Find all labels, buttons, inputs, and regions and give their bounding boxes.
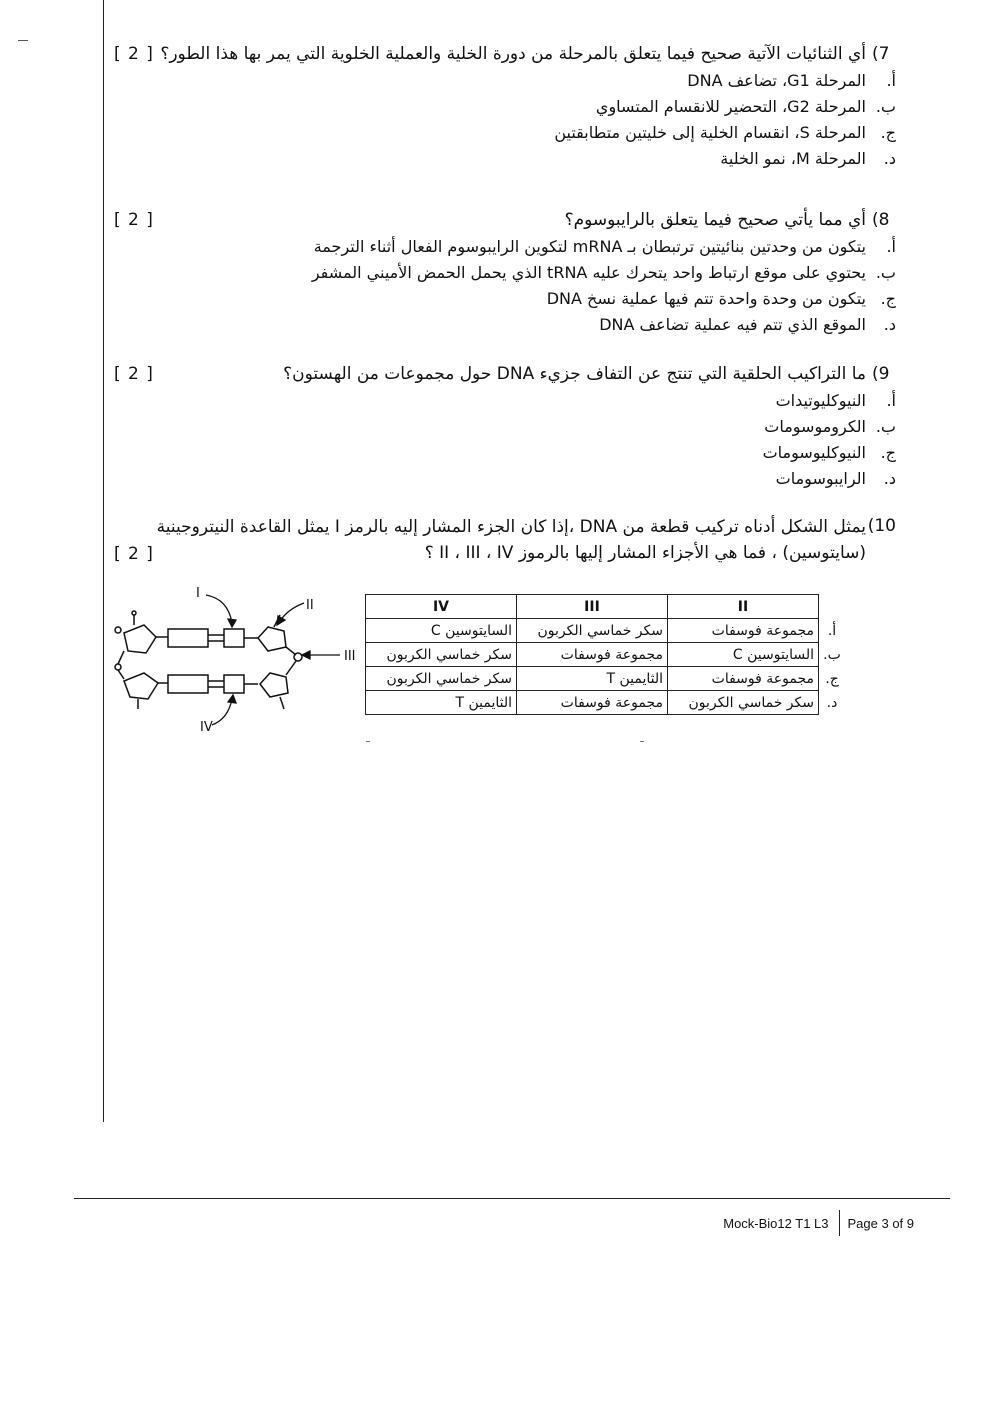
header-IV: IV <box>366 595 517 619</box>
option-c[interactable]: ج. يتكون من وحدة واحدة تتم فيها عملية نسخ DNA <box>546 289 896 308</box>
option-c[interactable]: ج. النيوكليوسومات <box>762 443 896 462</box>
question-8 <box>312 208 896 338</box>
table-row[interactable]: ج. مجموعة فوسفات الثايمين T سكر خماسي الكربون <box>366 667 846 691</box>
label-II: II <box>306 598 314 613</box>
footer <box>723 1210 914 1236</box>
header-III: III <box>517 595 668 619</box>
question-text: يمثل الشكل أدناه تركيب قطعة من DNA ،إذا كان الجزء المشار إليه بالرمز I يمثل القاعدة النيتروجينية (سايتوسين) ، فما هي الأجزاء المشار إليها بالرموز II ، III ، IV ؟ <box>156 517 866 563</box>
option-d[interactable]: د. الموقع الذي تتم فيه عملية تضاعف DNA <box>599 315 896 334</box>
question-9 <box>283 362 896 492</box>
sugar-left-top <box>124 625 156 653</box>
phosphate-top-left <box>115 627 121 633</box>
table-row[interactable]: أ. مجموعة فوسفات سكر خماسي الكربون السايتوسين C <box>366 619 846 643</box>
page-number: Page 3 of 9 <box>847 1215 914 1231</box>
sugar-IV-region <box>260 673 288 697</box>
option-b[interactable]: ب. المرحلة G2، التحضير للانقسام المتساوي <box>595 97 896 116</box>
sugar-right-top <box>258 627 286 651</box>
question-10 <box>114 514 896 566</box>
dna-structure-diagram <box>108 585 368 735</box>
marks-q9: [ 2 ] <box>114 364 154 384</box>
base-left-top <box>168 629 208 647</box>
question-text: أي الثنائيات الآتية صحيح فيما يتعلق بالمرحلة من دورة الخلية والعملية الخلوية التي يمر بها هذا الطور؟ <box>160 44 866 64</box>
answer-table <box>365 594 845 715</box>
scan-dot <box>366 741 370 742</box>
option-b[interactable]: ب. يحتوي على موقع ارتباط واحد يتحرك عليه tRNA الذي يحمل الحمض الأميني المشفر <box>311 263 896 282</box>
table-header-row <box>366 595 846 619</box>
margin-line <box>103 0 104 1122</box>
base-I <box>224 629 244 647</box>
base-left-bottom <box>168 675 208 693</box>
question-text: أي مما يأتي صحيح فيما يتعلق بالرايبوسوم؟ <box>564 210 866 230</box>
question-number: 9) <box>872 364 890 384</box>
marks-q8: [ 2 ] <box>114 210 154 230</box>
sugar-left-bottom <box>124 673 158 699</box>
table-row[interactable]: ب. السايتوسين C مجموعة فوسفات سكر خماسي الكربون <box>366 643 846 667</box>
phosphate-III <box>294 653 302 661</box>
question-number: 7) <box>872 44 890 64</box>
base-right-bottom <box>224 675 244 693</box>
scan-dot <box>640 741 644 742</box>
label-IV: IV <box>200 720 213 735</box>
question-text: ما التراكيب الحلقية التي تنتج عن التفاف جزيء DNA حول مجموعات من الهستون؟ <box>283 364 866 384</box>
exam-code: Mock-Bio12 T1 L3 <box>723 1215 829 1231</box>
question-number: 10) <box>867 516 896 536</box>
question-number: 8) <box>872 210 890 230</box>
scan-mark <box>18 40 28 41</box>
option-d[interactable]: د. الرايبوسومات <box>775 469 896 488</box>
footer-divider <box>74 1198 950 1199</box>
question-7 <box>160 42 896 172</box>
table-row[interactable]: د. سكر خماسي الكربون مجموعة فوسفات الثايمين T <box>366 691 846 715</box>
marks-q7: [ 2 ] <box>114 44 154 64</box>
option-d[interactable]: د. المرحلة M، نمو الخلية <box>720 149 896 168</box>
label-I: I <box>196 586 200 601</box>
option-a[interactable]: أ. يتكون من وحدتين بنائيتين ترتبطان بـ mRNA لتكوين الرايبوسوم الفعال أثناء الترجمة <box>313 237 896 256</box>
option-a[interactable]: أ. النيوكليوتيدات <box>775 391 896 410</box>
option-b[interactable]: ب. الكروموسومات <box>764 417 896 436</box>
marks-q10: [ 2 ] <box>114 544 154 564</box>
option-a[interactable]: أ. المرحلة G1، تضاعف DNA <box>687 71 896 90</box>
header-II: II <box>668 595 819 619</box>
option-c[interactable]: ج. المرحلة S، انقسام الخلية إلى خليتين متطابقتين <box>554 123 896 142</box>
label-III: III <box>344 649 356 664</box>
